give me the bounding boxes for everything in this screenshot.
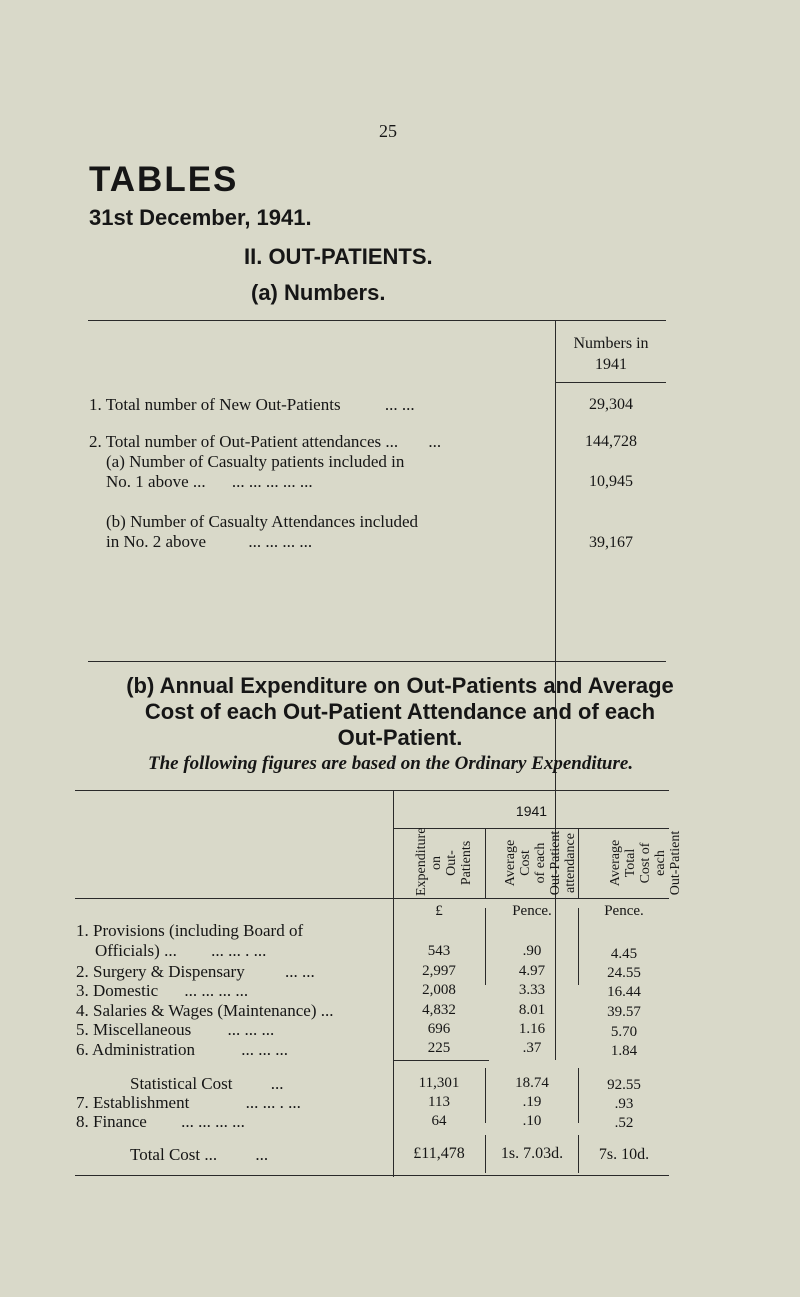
table-row [89, 395, 415, 415]
table-row [106, 452, 404, 492]
table-row [76, 1040, 288, 1060]
header-line: on [429, 856, 444, 870]
row-dots: ... ... ... ... ... [231, 472, 313, 491]
row-value: 3.33 [518, 982, 546, 998]
row-value: 2,997 [422, 963, 456, 979]
unit-label: £ [435, 903, 443, 919]
row-label: 5. Miscellaneous [76, 1020, 192, 1039]
header-line: Cost of each [638, 842, 668, 884]
row-label: 2. Surgery & Dispensary [76, 962, 245, 981]
section-title: II. OUT-PATIENTS. [244, 244, 433, 269]
row-value: £11,478 [413, 1145, 465, 1162]
table-row [76, 1001, 333, 1021]
row-label: (a) Number of Casualty patients included in [106, 452, 405, 471]
header-line: Out-Patient [548, 830, 563, 896]
row-value: 18.74 [515, 1075, 549, 1091]
header-line: of each [533, 842, 548, 884]
row-dots: ... ... [384, 395, 415, 414]
row-dots: ... ... ... ... [181, 1112, 245, 1131]
row-value: .93 [614, 1096, 634, 1112]
unit-label: Pence. [512, 903, 552, 919]
row-value: 2,008 [422, 982, 456, 998]
row-value: 4.97 [518, 963, 546, 979]
table-row [106, 512, 418, 552]
row-dots: ... ... ... [227, 1020, 275, 1039]
header-line: 1941 [595, 356, 627, 373]
table-a-header [556, 333, 666, 375]
row-value: 92.55 [607, 1077, 641, 1093]
row-dots: ... ... . ... [245, 1093, 301, 1112]
row-value: .90 [522, 943, 542, 959]
row-label: 4. Salaries & Wages (Maintenance) ... [76, 1001, 334, 1020]
column-header-expenditure [414, 827, 474, 896]
row-label: 8. Finance [76, 1112, 147, 1131]
row-value: 39.57 [607, 1004, 641, 1020]
header-line: Expenditure [414, 827, 429, 896]
row-label: 6. Administration [76, 1040, 195, 1059]
row-label: 1. Total number of New Out-Patients [89, 395, 341, 414]
row-value: 29,304 [589, 396, 633, 413]
column-header-average-cost [503, 830, 578, 896]
row-value: .37 [522, 1040, 542, 1056]
row-value: 1.84 [610, 1043, 638, 1059]
row-value: 11,301 [418, 1075, 460, 1091]
row-dots: ... ... [284, 962, 315, 981]
row-value: 64 [431, 1113, 447, 1129]
row-value: 144,728 [585, 433, 637, 450]
row-dots: ... ... . ... [211, 941, 267, 960]
table-row [76, 1093, 301, 1113]
row-value: 8.01 [518, 1002, 546, 1018]
row-value: 4,832 [422, 1002, 456, 1018]
header-line: Out-Patient [668, 830, 683, 896]
row-dots: ... [270, 1074, 284, 1093]
header-line: Average Total [608, 839, 638, 887]
basis-note: The following figures are based on the Ordinary Expenditure. [148, 753, 634, 774]
header-line: Out-Patients [444, 840, 474, 886]
row-value: 1.16 [518, 1021, 546, 1037]
year-header: 1941 [515, 803, 548, 819]
row-value: 39,167 [589, 534, 633, 551]
subsection-a-title: (a) Numbers. [251, 280, 386, 305]
row-value: 5.70 [610, 1024, 638, 1040]
row-label: Total Cost ... [130, 1145, 218, 1164]
row-value: 225 [427, 1040, 451, 1056]
total-cost-row [130, 1145, 268, 1165]
title-line: Cost of each Out-Patient Attendance and of each [144, 699, 656, 724]
report-date: 31st December, 1941. [89, 205, 312, 230]
row-label: 2. Total number of Out-Patient attendances ... [89, 432, 399, 451]
page-number: 25 [379, 121, 397, 141]
row-dots: ... ... ... ... [184, 981, 249, 1000]
table-row [76, 962, 315, 982]
row-value: 543 [427, 943, 451, 959]
header-line: attendance [563, 833, 578, 893]
header-line: Numbers in [573, 335, 649, 352]
row-label: Officials) ... [95, 941, 177, 960]
row-label: No. 1 above ... [106, 472, 206, 491]
row-dots: ... ... ... [241, 1040, 288, 1059]
row-value: 7s. 10d. [598, 1146, 650, 1163]
row-value: .52 [614, 1115, 634, 1131]
statistical-cost-row [130, 1074, 283, 1094]
row-value: 113 [428, 1094, 450, 1110]
column-header-average-total [608, 830, 683, 896]
table-row [76, 921, 303, 961]
row-value: .19 [522, 1094, 542, 1110]
row-label: 1. Provisions (including Board of [76, 921, 304, 940]
row-value: 1s. 7.03d. [500, 1145, 564, 1162]
header-line: Average Cost [503, 839, 533, 887]
row-dots: ... [255, 1145, 269, 1164]
row-label: 7. Establishment [76, 1093, 190, 1112]
row-label: (b) Number of Casualty Attendances included [106, 512, 419, 531]
row-value: 10,945 [589, 473, 633, 490]
row-value: 4.45 [610, 946, 638, 962]
row-value: 696 [427, 1021, 451, 1037]
row-dots: ... [428, 432, 442, 451]
row-label: Statistical Cost [130, 1074, 233, 1093]
table-row [76, 1020, 274, 1040]
table-row [89, 432, 441, 452]
row-value: 24.55 [607, 965, 641, 981]
row-label: 3. Domestic [76, 981, 159, 1000]
row-value: .10 [522, 1113, 542, 1129]
row-label: in No. 2 above [106, 532, 207, 551]
title-line: (b) Annual Expenditure on Out-Patients and Average [126, 673, 674, 698]
title-line: Out-Patient. [337, 725, 463, 750]
subsection-b-title [0, 673, 800, 751]
row-value: 16.44 [607, 984, 641, 1000]
table-row [76, 1112, 245, 1132]
page-heading: TABLES [89, 160, 239, 199]
table-row [76, 981, 248, 1001]
unit-label: Pence. [604, 903, 644, 919]
row-dots: ... ... ... ... [248, 532, 313, 551]
